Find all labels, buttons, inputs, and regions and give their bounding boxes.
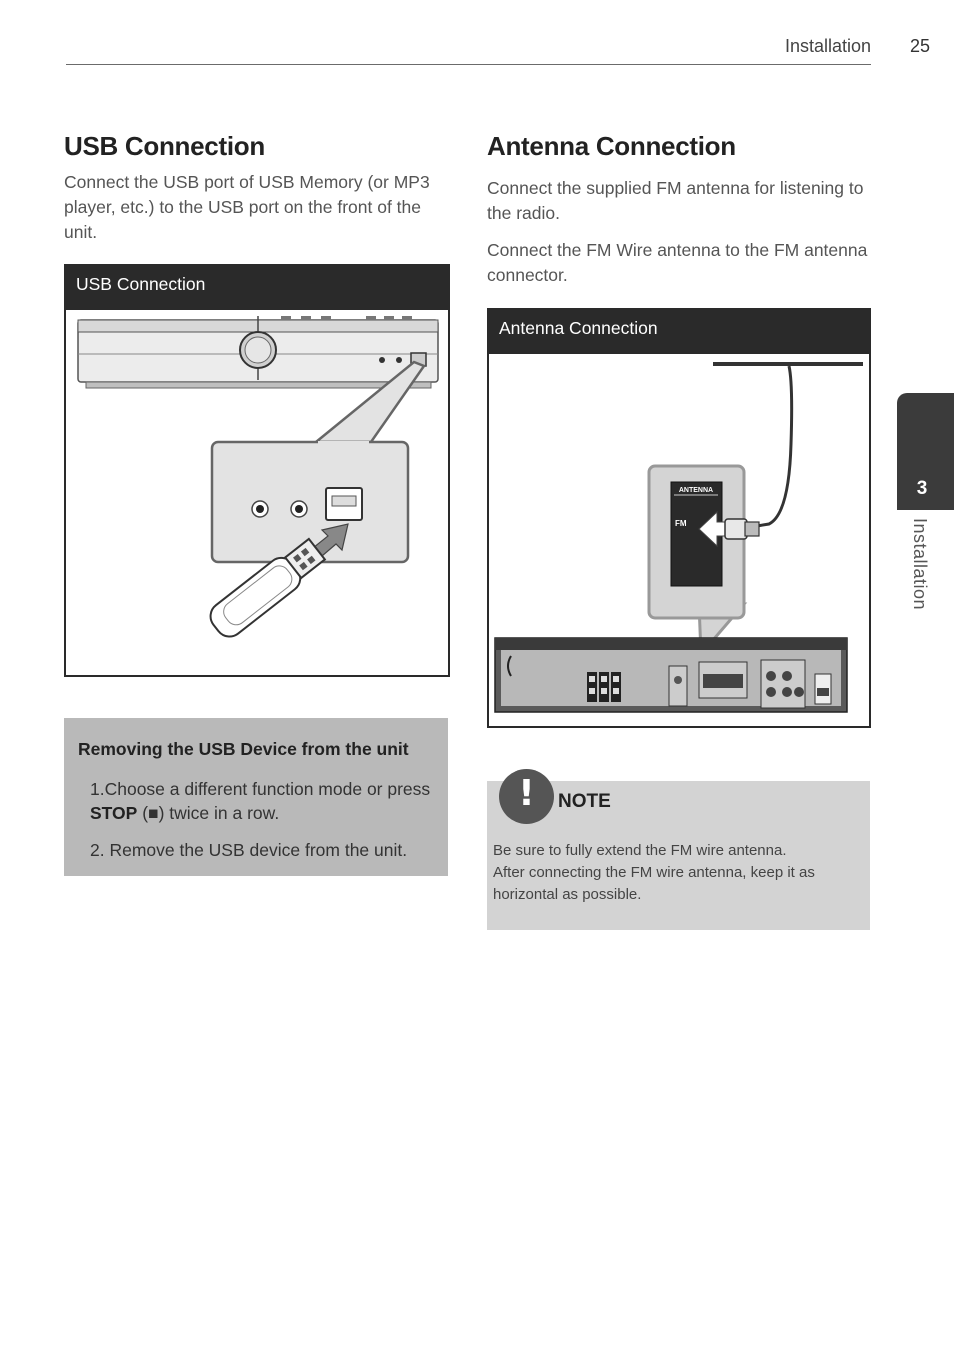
exclamation-icon [499, 769, 554, 824]
step-1-text-end: (■) twice in a row. [137, 803, 280, 823]
removing-usb-title: Removing the USB Device from the unit [78, 739, 409, 759]
exclamation-glyph: ! [518, 773, 535, 814]
antenna-paragraph-2: Connect the FM Wire antenna to the FM antenna connector. [487, 240, 868, 285]
chapter-tab-label: Installation [910, 518, 930, 611]
step-1-text: 1.Choose a different function mode or press [90, 779, 431, 799]
chapter-tab-number: 3 [916, 478, 928, 499]
stop-button-label: STOP [90, 803, 138, 823]
usb-intro-text: Connect the USB port of USB Memory (or MP3 player, etc.) to the USB port on the front of the unit. [64, 172, 430, 242]
antenna-section-title: Antenna Connection [487, 131, 736, 161]
removing-usb-step-2: 2. Remove the USB device from the unit. [90, 840, 408, 860]
note-label: NOTE [558, 791, 611, 812]
usb-figure-caption: USB Connection [66, 266, 448, 310]
antenna-connection-figure [487, 308, 871, 728]
usb-section-title: USB Connection [64, 131, 265, 161]
antenna-panel-label: ANTENNA [678, 487, 714, 494]
usb-connection-figure [64, 264, 450, 677]
removing-usb-step-1 [90, 777, 440, 825]
running-header-section: Installation [784, 36, 871, 56]
usb-connection-illustration [66, 310, 448, 675]
removing-usb-box [64, 718, 448, 876]
note-line-2: After connecting the FM wire antenna, keep it as horizontal as possible. [493, 864, 815, 903]
page-number: 25 [909, 36, 930, 56]
fm-label: FM [675, 519, 687, 528]
antenna-paragraph-1: Connect the supplied FM antenna for listening to the radio. [487, 178, 864, 223]
antenna-figure-caption: Antenna Connection [489, 310, 869, 354]
note-line-1: Be sure to fully extend the FM wire antenna. [493, 842, 787, 859]
antenna-connection-illustration [489, 354, 869, 726]
header-divider [66, 64, 871, 65]
note-text [493, 840, 863, 906]
